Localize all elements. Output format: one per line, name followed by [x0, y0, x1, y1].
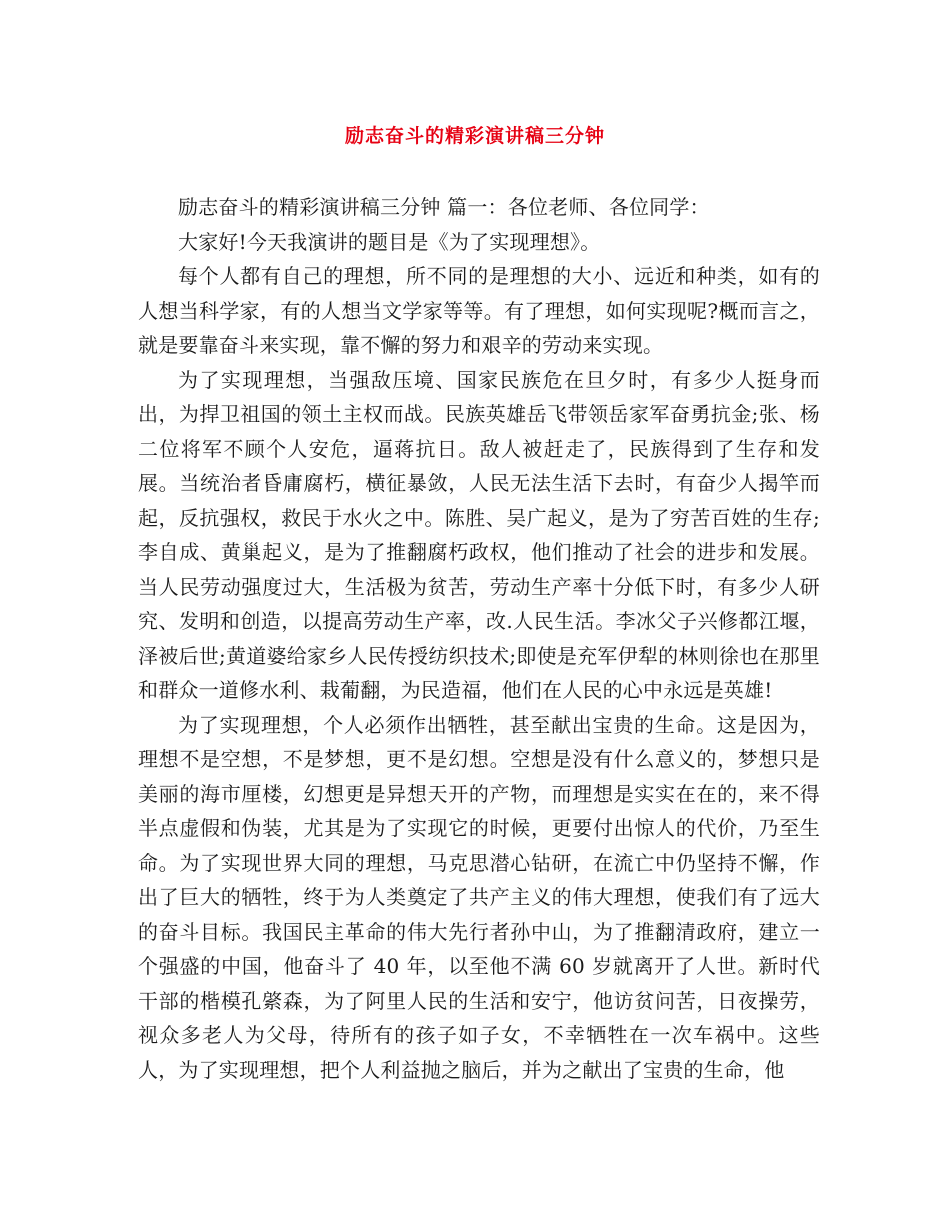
paragraph-intro: 每个人都有自己的理想，所不同的是理想的大小、远近和种类，如有的人想当科学家，有的人想当文学家等等。有了理想，如何实现呢?概而言之，就是要靠奋斗来实现，靠不懈的努力和艰辛的劳动来实现。: [138, 264, 820, 357]
paragraph-sacrifice: 为了实现理想，个人必须作出牺牲，甚至献出宝贵的生命。这是因为，理想不是空想，不是梦想，更不是幻想。空想是没有什么意义的，梦想只是美丽的海市厘楼，幻想更是异想天开的产物，而理想是实实在在的，来不得半点虚假和伪装，尤其是为了实现它的时候，更要付出惊人的代价，乃至生命。为了实现世界大同的理想，马克思潜心钻研，在流亡中仍坚持不懈，作出了巨大的牺牲，终于为人类奠定了共产主义的伟大理想，使我们有了远大的奋斗目标。我国民主革命的伟大先行者孙中山，为了推翻清政府，建立一个强盛的中国，他奋斗了 40 年，以至他不满 60 岁就离开了人世。新时代干部的楷模孔綮森，为了阿里人民的生活和安宁，他访贫问苦，日夜操劳，视众多老人为父母，待所有的孩子如子女，不幸牺牲在一次车祸中。这些人，为了实现理想，把个人利益抛之脑后，并为之献出了宝贵的生命，他: [138, 712, 820, 1082]
document-body: [138, 190, 820, 1087]
document-title: 励志奋斗的精彩演讲稿三分钟: [344, 125, 605, 147]
paragraph-history: 为了实现理想，当强敌压境、国家民族危在旦夕时，有多少人挺身而出，为捍卫祖国的领土主权而战。民族英雄岳飞带领岳家军奋勇抗金;张、杨二位将军不顾个人安危，逼蒋抗日。敌人被赶走了，民族得到了生存和发展。当统治者昏庸腐朽，横征暴敛，人民无法生活下去时，有奋少人揭竿而起，反抗强权，救民于水火之中。陈胜、吴广起义，是为了穷苦百姓的生存;李自成、黄巢起义，是为了推翻腐朽政权，他们推动了社会的进步和发展。当人民劳动强度过大，生活极为贫苦，劳动生产率十分低下时，有多少人研究、发明和创造，以提高劳动生产率，改.人民生活。李冰父子兴修都江堰，泽被后世;黄道婆给家乡人民传授纺织技术;即使是充军伊犁的林则徐也在那里和群众一道修水利、栽葡翻，为民造福，他们在人民的心中永远是英雄!: [138, 367, 820, 702]
paragraph-greeting: 大家好!今天我演讲的题目是《为了实现理想》。: [178, 229, 601, 254]
paragraph-opening: 励志奋斗的精彩演讲稿三分钟 篇一：各位老师、各位同学：: [178, 195, 710, 219]
